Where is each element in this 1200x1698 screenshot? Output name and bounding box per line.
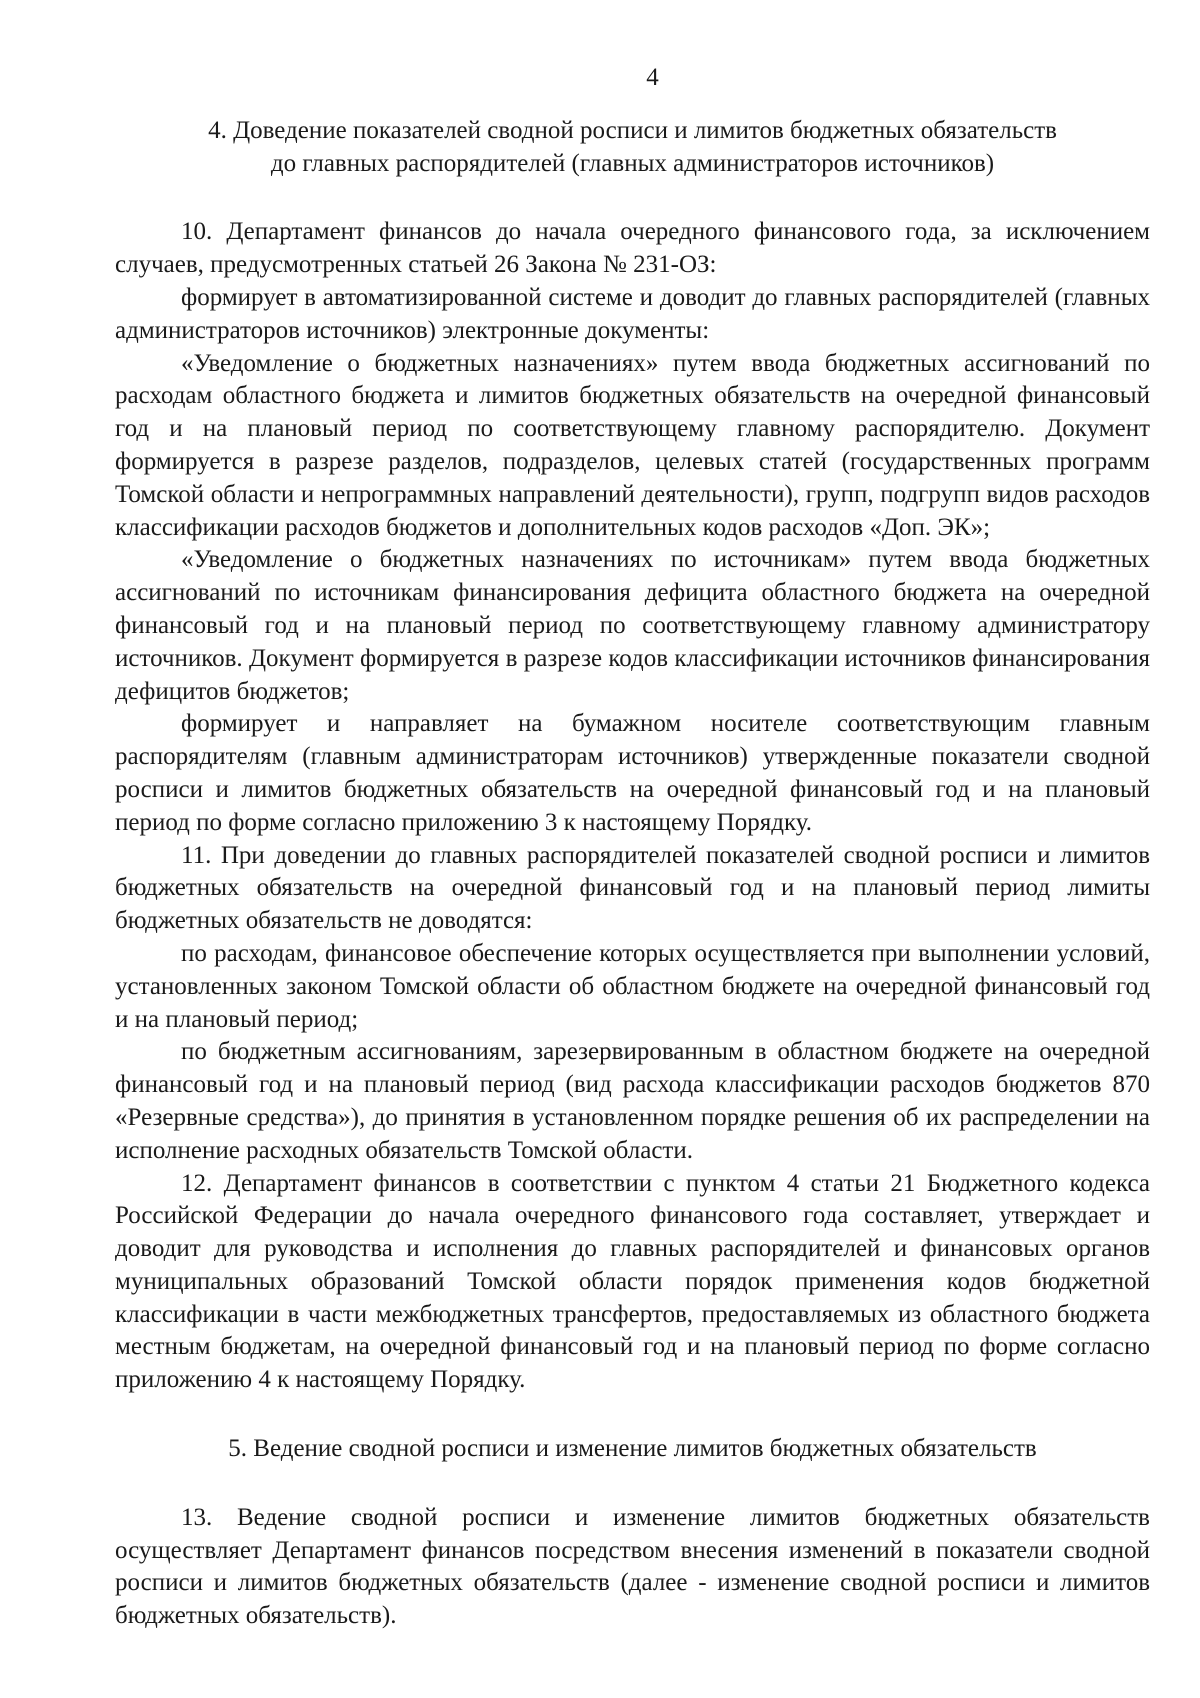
paragraph-10-notice-expenses: «Уведомление о бюджетных назначениях» путем ввода бюджетных ассигнований по расходам областного бюджета и лимитов бюджетных обязательств на очередной финансовый год и на плановый период по соответствующему главному распорядителю. Документ формируется в разрезе разделов, подразделов, целевых статей (государственных программ Томской области и непрограммных направлений деятельности), групп, подгрупп видов расходов классификации расходов бюджетов и дополнительных кодов расходов «Доп. ЭК»; [115, 349, 1150, 541]
section-5 [115, 1433, 1150, 1633]
paragraph-11: 11. При доведении до главных распорядителей показателей сводной росписи и лимитов бюджетных обязательств на очередной финансовый год и на плановый период лимиты бюджетных обязательств не доводятся: [115, 841, 1150, 935]
section-4-heading-line-1: 4. Доведение показателей сводной росписи и лимитов бюджетных обязательств [208, 116, 1057, 144]
spacer [115, 1397, 1150, 1433]
paragraph-10-item-forms-electronic: формирует в автоматизированной системе и доводит до главных распорядителей (главных администраторов источников) электронные документы: [115, 283, 1150, 344]
paragraph-12: 12. Департамент финансов в соответствии с пунктом 4 статьи 21 Бюджетного кодекса Российской Федерации до начала очередного финансового года составляет, утверждает и доводит для руководства и исполнения до главных распорядителей и финансовых органов муниципальных образований Томской области порядок применения кодов бюджетной классификации в части межбюджетных трансфертов, предоставляемых из областного бюджета местным бюджетам, на очередной финансовый год и на плановый период по форме согласно приложению 4 к настоящему Порядку. [115, 1169, 1150, 1394]
page-number: 4 [646, 64, 659, 91]
paragraph-10-item-paper: формирует и направляет на бумажном носителе соответствующим главным распорядителям (главным администраторам источников) утвержденные показатели сводной росписи и лимитов бюджетных обязательств на очередной финансовый год и на плановый период по форме согласно приложению 3 к настоящему Порядку. [115, 710, 1150, 836]
spacer [115, 1466, 1150, 1502]
paragraph-10-notice-sources: «Уведомление о бюджетных назначениях по источникам» путем ввода бюджетных ассигнований по источникам финансирования дефицита областного бюджета на очередной финансовый год и на плановый период по соответствующему главному администратору источников. Документ формируется в разрезе кодов классификации источников финансирования дефицитов бюджетов; [115, 546, 1150, 705]
paragraph-13: 13. Ведение сводной росписи и изменение лимитов бюджетных обязательств осуществляет Департамент финансов посредством внесения изменений в показатели сводной росписи и лимитов бюджетных обязательств (далее - изменение сводной росписи и лимитов бюджетных обязательств). [115, 1503, 1150, 1630]
paragraph-11-item-expenses: по расходам, финансовое обеспечение которых осуществляется при выполнении условий, установленных законом Томской области об областном бюджете на очередной финансовый год и на плановый период; [115, 939, 1150, 1033]
paragraph-10: 10. Департамент финансов до начала очередного финансового года, за исключением случаев, предусмотренных статьей 26 Закона № 231-ОЗ: [115, 218, 1150, 279]
section-4-heading-line-2: до главных распорядителей (главных администраторов источников) [270, 149, 995, 177]
spacer [115, 180, 1150, 216]
section-5-heading: 5. Ведение сводной росписи и изменение лимитов бюджетных обязательств [228, 1435, 1037, 1463]
section-4 [115, 115, 1150, 1397]
paragraph-11-item-reserved: по бюджетным ассигнованиям, зарезервированным в областном бюджете на очередной финансовый год и на плановый период (вид расхода классификации расходов бюджетов 870 «Резервные средства»), до принятия в установленном порядке решения об их распределении на исполнение расходных обязательств Томской области. [115, 1038, 1150, 1164]
